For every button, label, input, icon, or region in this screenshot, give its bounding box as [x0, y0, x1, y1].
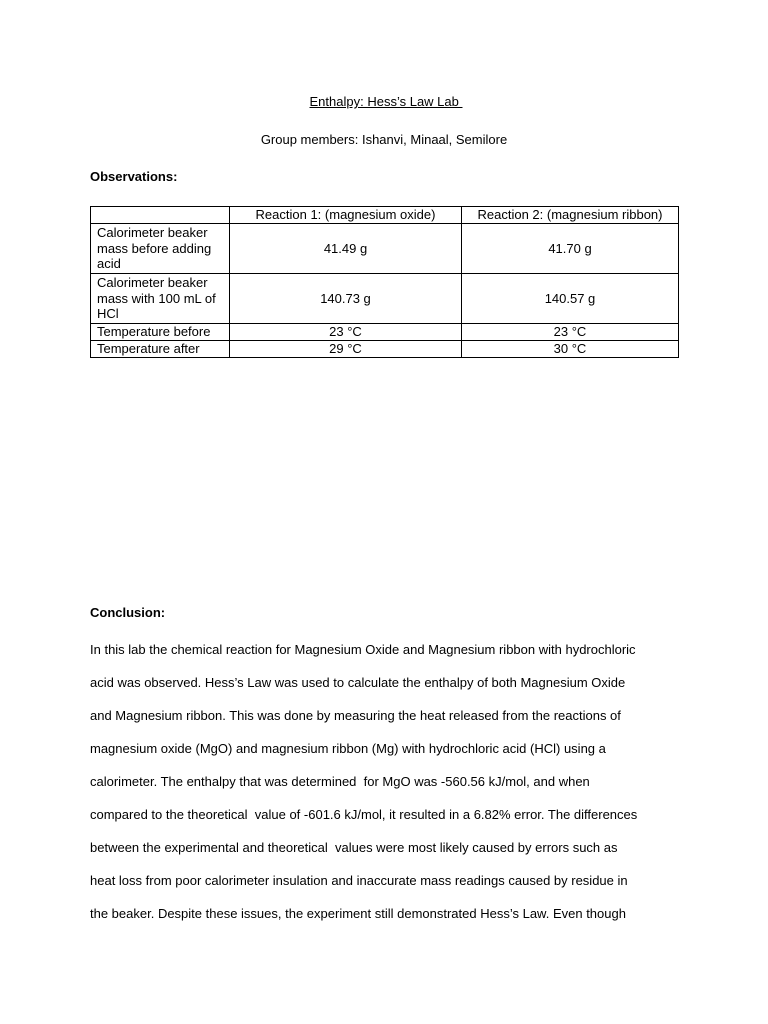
paragraph-line: and Magnesium ribbon. This was done by measuring the heat released from the reactions of — [90, 708, 621, 723]
table-row — [91, 274, 679, 324]
table-row — [91, 324, 679, 341]
table-row — [91, 224, 679, 274]
cell-reaction-2: 23 °C — [462, 324, 679, 341]
paragraph-line: calorimeter. The enthalpy that was determined for MgO was -560.56 kJ/mol, and when — [90, 774, 590, 789]
header-cell-reaction-1: Reaction 1: (magnesium oxide) — [230, 207, 462, 224]
cell-reaction-1: 23 °C — [230, 324, 462, 341]
cell-reaction-2: 30 °C — [462, 341, 679, 358]
observations-table — [90, 206, 679, 358]
paragraph-line: In this lab the chemical reaction for Magnesium Oxide and Magnesium ribbon with hydrochloric — [90, 642, 636, 657]
paragraph-line: magnesium oxide (MgO) and magnesium ribbon (Mg) with hydrochloric acid (HCl) using a — [90, 741, 606, 756]
paragraph-line: acid was observed. Hess’s Law was used to calculate the enthalpy of both Magnesium Oxide — [90, 675, 626, 690]
conclusion-paragraph — [90, 633, 690, 930]
row-label: Temperature before — [91, 324, 230, 341]
cell-reaction-2: 140.57 g — [462, 274, 679, 324]
conclusion-heading: Conclusion: — [90, 605, 166, 620]
table-row — [91, 341, 679, 358]
paragraph-line: compared to the theoretical value of -601.6 kJ/mol, it resulted in a 6.82% error. The differences — [90, 807, 638, 822]
observations-heading: Observations: — [90, 169, 178, 184]
row-label: Calorimeter beaker mass before adding acid — [91, 224, 230, 274]
group-members: Group members: Ishanvi, Minaal, Semilore — [260, 132, 508, 147]
paragraph-line: between the experimental and theoretical values were most likely caused by errors such as — [90, 840, 618, 855]
cell-reaction-2: 41.70 g — [462, 224, 679, 274]
header-cell-empty — [91, 207, 230, 224]
paragraph-line: heat loss from poor calorimeter insulation and inaccurate mass readings caused by residue in — [90, 873, 628, 888]
header-cell-reaction-2: Reaction 2: (magnesium ribbon) — [462, 207, 679, 224]
row-label: Temperature after — [91, 341, 230, 358]
table-header-row — [91, 207, 679, 224]
cell-reaction-1: 29 °C — [230, 341, 462, 358]
paragraph-line: the beaker. Despite these issues, the experiment still demonstrated Hess’s Law. Even though — [90, 906, 626, 921]
document-title: Enthalpy: Hess’s Law Lab — [309, 94, 463, 109]
row-label: Calorimeter beaker mass with 100 mL of HCl — [91, 274, 230, 324]
cell-reaction-1: 140.73 g — [230, 274, 462, 324]
cell-reaction-1: 41.49 g — [230, 224, 462, 274]
